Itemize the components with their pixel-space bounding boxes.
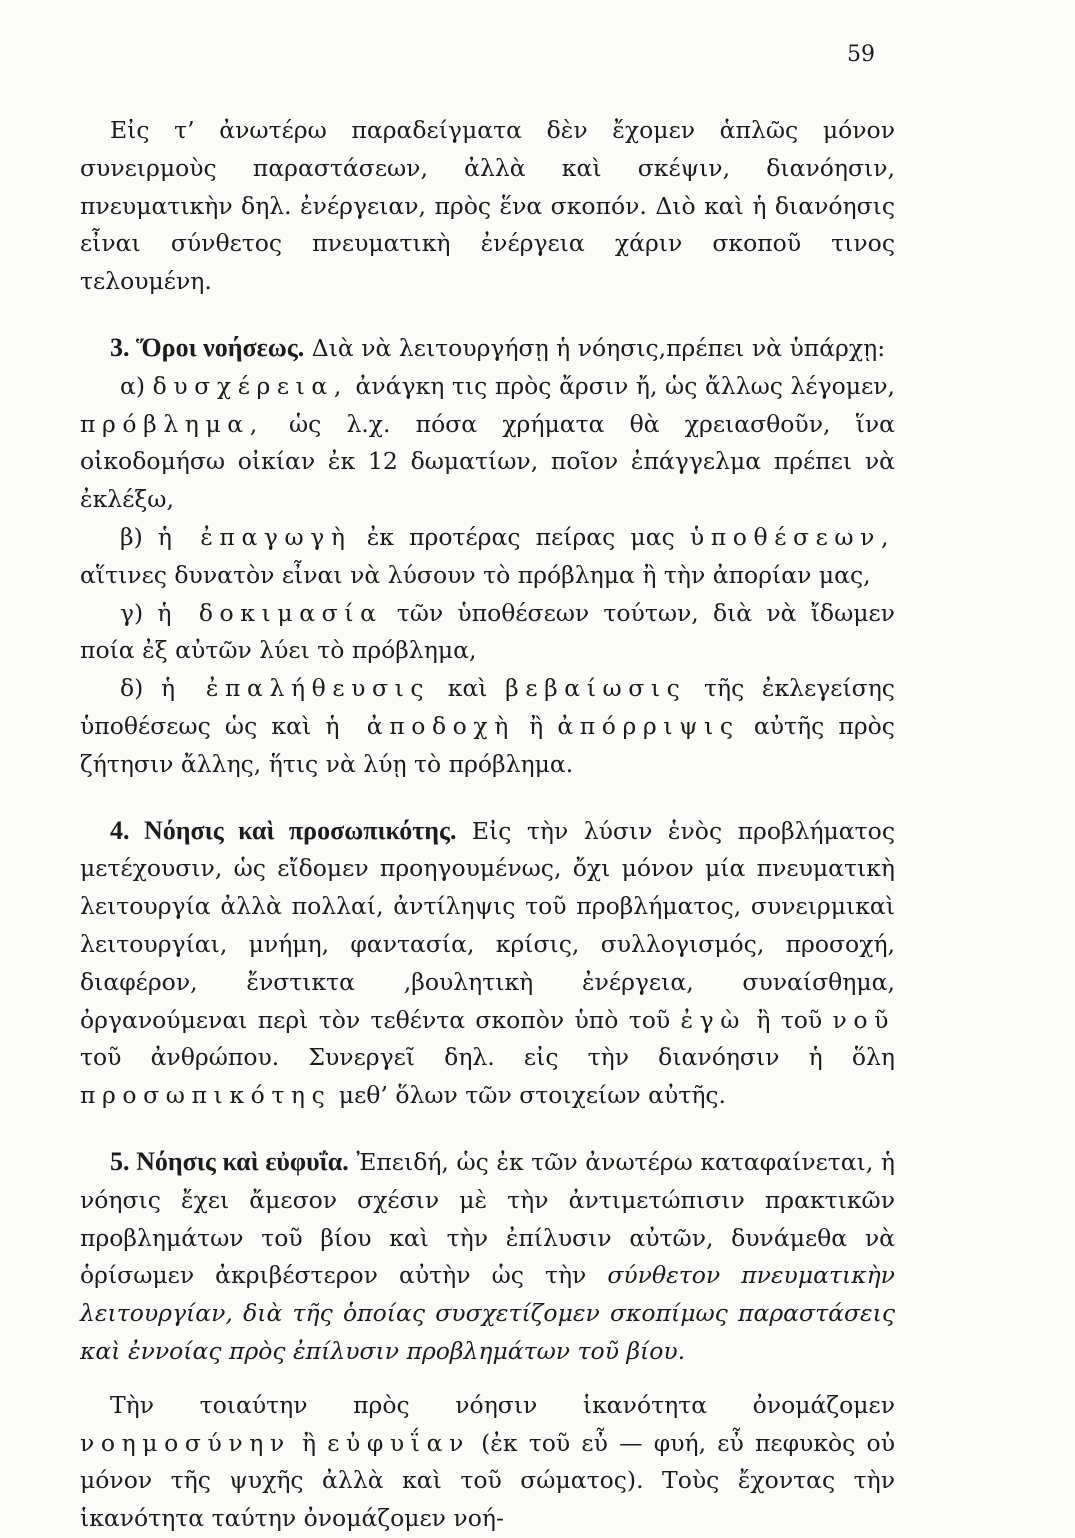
list-text: αἵτινες δυνατὸν εἶναι νὰ λύσουν τὸ πρόβλημα ἢ τὴν ἀπορίαν μας, <box>80 560 871 589</box>
term-epagogi: ἡ ἐπαγωγὴ <box>157 522 352 551</box>
intro-paragraph: Εἰς τ’ ἀνωτέρω παραδείγματα δὲν ἔχομεν ἁπλῶς μόνον συνειρμοὺς παραστάσεων, ἀλλὰ καὶ σκέψιν, διανόησιν, πνευματικὴν δηλ. ἐνέργειαν, πρὸς ἕνα σκοπόν. Διὸ καὶ ἡ διανόησις εἶναι σύνθετος πνευματικὴ ἐνέργεια χάριν σκοποῦ τινος τελουμένη. <box>80 116 895 296</box>
page-number: 59 <box>847 42 875 67</box>
list-item-b <box>80 519 895 595</box>
term-dyscheria: δυσχέρεια, <box>152 371 348 400</box>
list-text: ἀνάγκη τις πρὸς ἄρσιν ἤ, ὡς ἄλλως λέγομεν, <box>355 371 895 400</box>
definition-italic: σύνθετον πνευματικὴν λειτουργίαν, διὰ τῆς ὁποίας συσχετίζομεν σκοπίμως παραστάσεις καὶ ἐννοίας πρὸς ἐπίλυσιν προβλημάτων τοῦ βίου. <box>80 1261 895 1365</box>
final-text: Τὴν τοιαύτην πρὸς νόησιν ἱκανότητα ὀνομάζομεν <box>110 1390 895 1419</box>
section-4-text: Εἰς τὴν λύσιν ἑνὸς προβλήματος μετέχουσιν, ὡς εἴδομεν προηγουμένως, ὄχι μόνον μία πνευματικὴ λειτουργία ἀλλὰ πολλαί, ἀντίληψις τοῦ προβλήματος, συνειρμικαὶ λειτουργίαι, μνήμη, φαντασία, κρίσις, συλλογισμός, προσοχή, διαφέρον, ἔνστικτα ,βουλητικὴ ἐνέργεια, συναίσθημα, ὀργανούμεναι περὶ τὸν τεθέντα σκοπὸν ὑπὸ τοῦ <box>80 816 895 1034</box>
list-item-d <box>80 670 895 783</box>
term-prosopikotis: προσωπικότης <box>80 1081 332 1110</box>
list-label-d: δ) <box>120 674 144 703</box>
term-dokimasia: ἡ δοκιμασία <box>157 598 383 627</box>
list-text: τῶν ὑποθέσεων τούτων, διὰ νὰ ἴδωμεν ποία ἐξ αὐτῶν λύει τὸ πρόβλημα, <box>80 598 895 665</box>
list-label-c: γ) <box>120 598 144 627</box>
section-5-text: Ἐπειδή, ὡς ἐκ τῶν ἀνωτέρω καταφαίνεται, ἡ νόησις ἔχει ἄμεσον σχέσιν μὲ τὴν ἀντιμετώπισιν πρακτικῶν προβλημάτων τοῦ βίου καὶ τὴν ἐπίλυσιν αὐτῶν, δυνάμεθα νὰ ὁρίσωμεν ἀκριβέστερον αὐτὴν ὡς τὴν <box>80 1147 895 1290</box>
section-4-text: ἢ τοῦ <box>756 1005 823 1034</box>
term-ypotheseon: ὑποθέσεων, <box>689 522 895 551</box>
term-problema: πρόβλημα, <box>80 409 264 438</box>
section-4-text: τοῦ ἀνθρώπου. Συνεργεῖ δηλ. εἰς τὴν διανόησιν ἡ ὅλη <box>80 1043 895 1072</box>
list-text: ὡς λ.χ. πόσα χρήματα θὰ χρειασθοῦν, ἵνα οἰκοδομήσω οἰκίαν ἐκ 12 δωματίων, ποῖον ἐπάγγελμα πρέπει νὰ ἐκλέξω, <box>80 409 895 514</box>
term-nou: νοῦ <box>832 1005 895 1034</box>
list-label-a: α) <box>120 371 146 400</box>
list-label-b: β) <box>120 522 143 551</box>
term-eufyia: εὐφυΐαν <box>327 1428 470 1457</box>
list-text: ἐκ προτέρας πείρας μας <box>366 522 675 551</box>
section-5-paragraph <box>80 1143 895 1371</box>
final-text: (ἐκ τοῦ εὖ — φυή, εὖ πεφυκὸς οὐ μόνον τῆς ψυχῆς ἀλλὰ καὶ τοῦ σώματος). Τοὺς ἔχοντας τὴν ἱκανότητα ταύτην ὀνομάζομεν νοή- <box>80 1428 895 1533</box>
section-3-paragraph <box>80 329 895 368</box>
section-4-heading: 4. Νόησις καὶ προσωπικότης. <box>110 815 457 845</box>
section-4-text: μεθ’ ὅλων τῶν στοιχείων αὐτῆς. <box>338 1081 727 1110</box>
list-text: ἢ <box>529 711 544 740</box>
page-body <box>80 112 895 1538</box>
term-vevaiosis: βεβαίωσις <box>505 674 687 703</box>
section-3-lead: Διὰ νὰ λειτουργήσῃ ἡ νόησις,πρέπει νὰ ὑπάρχῃ: <box>311 333 886 362</box>
section-5-heading: 5. Νόησις καὶ εὐφυΐα. <box>110 1146 349 1176</box>
term-apodochi: ἡ ἀποδοχὴ <box>325 711 515 740</box>
final-text: ἢ <box>301 1428 317 1457</box>
list-item-a <box>80 368 895 519</box>
term-epalitheusis: ἡ ἐπαλήθευσις <box>160 674 431 703</box>
list-item-c <box>80 595 895 671</box>
term-noimosyni: νοημοσύνην <box>80 1428 291 1457</box>
section-3-heading: 3. Ὅροι νοήσεως. <box>110 332 305 362</box>
list-text: καὶ <box>447 674 488 703</box>
list-text: τῆς ἐκλεγείσης ὑποθέσεως ὡς καὶ <box>80 674 895 740</box>
section-4-paragraph <box>80 812 895 1115</box>
term-ego: ἐγὼ <box>680 1005 747 1034</box>
term-aporripsis: ἀπόρριψις <box>557 711 740 740</box>
list-text: αὐτῆς πρὸς ζήτησιν ἄλλης, ἥτις νὰ λύῃ τὸ πρόβλημα. <box>80 711 895 778</box>
final-paragraph <box>80 1387 895 1538</box>
